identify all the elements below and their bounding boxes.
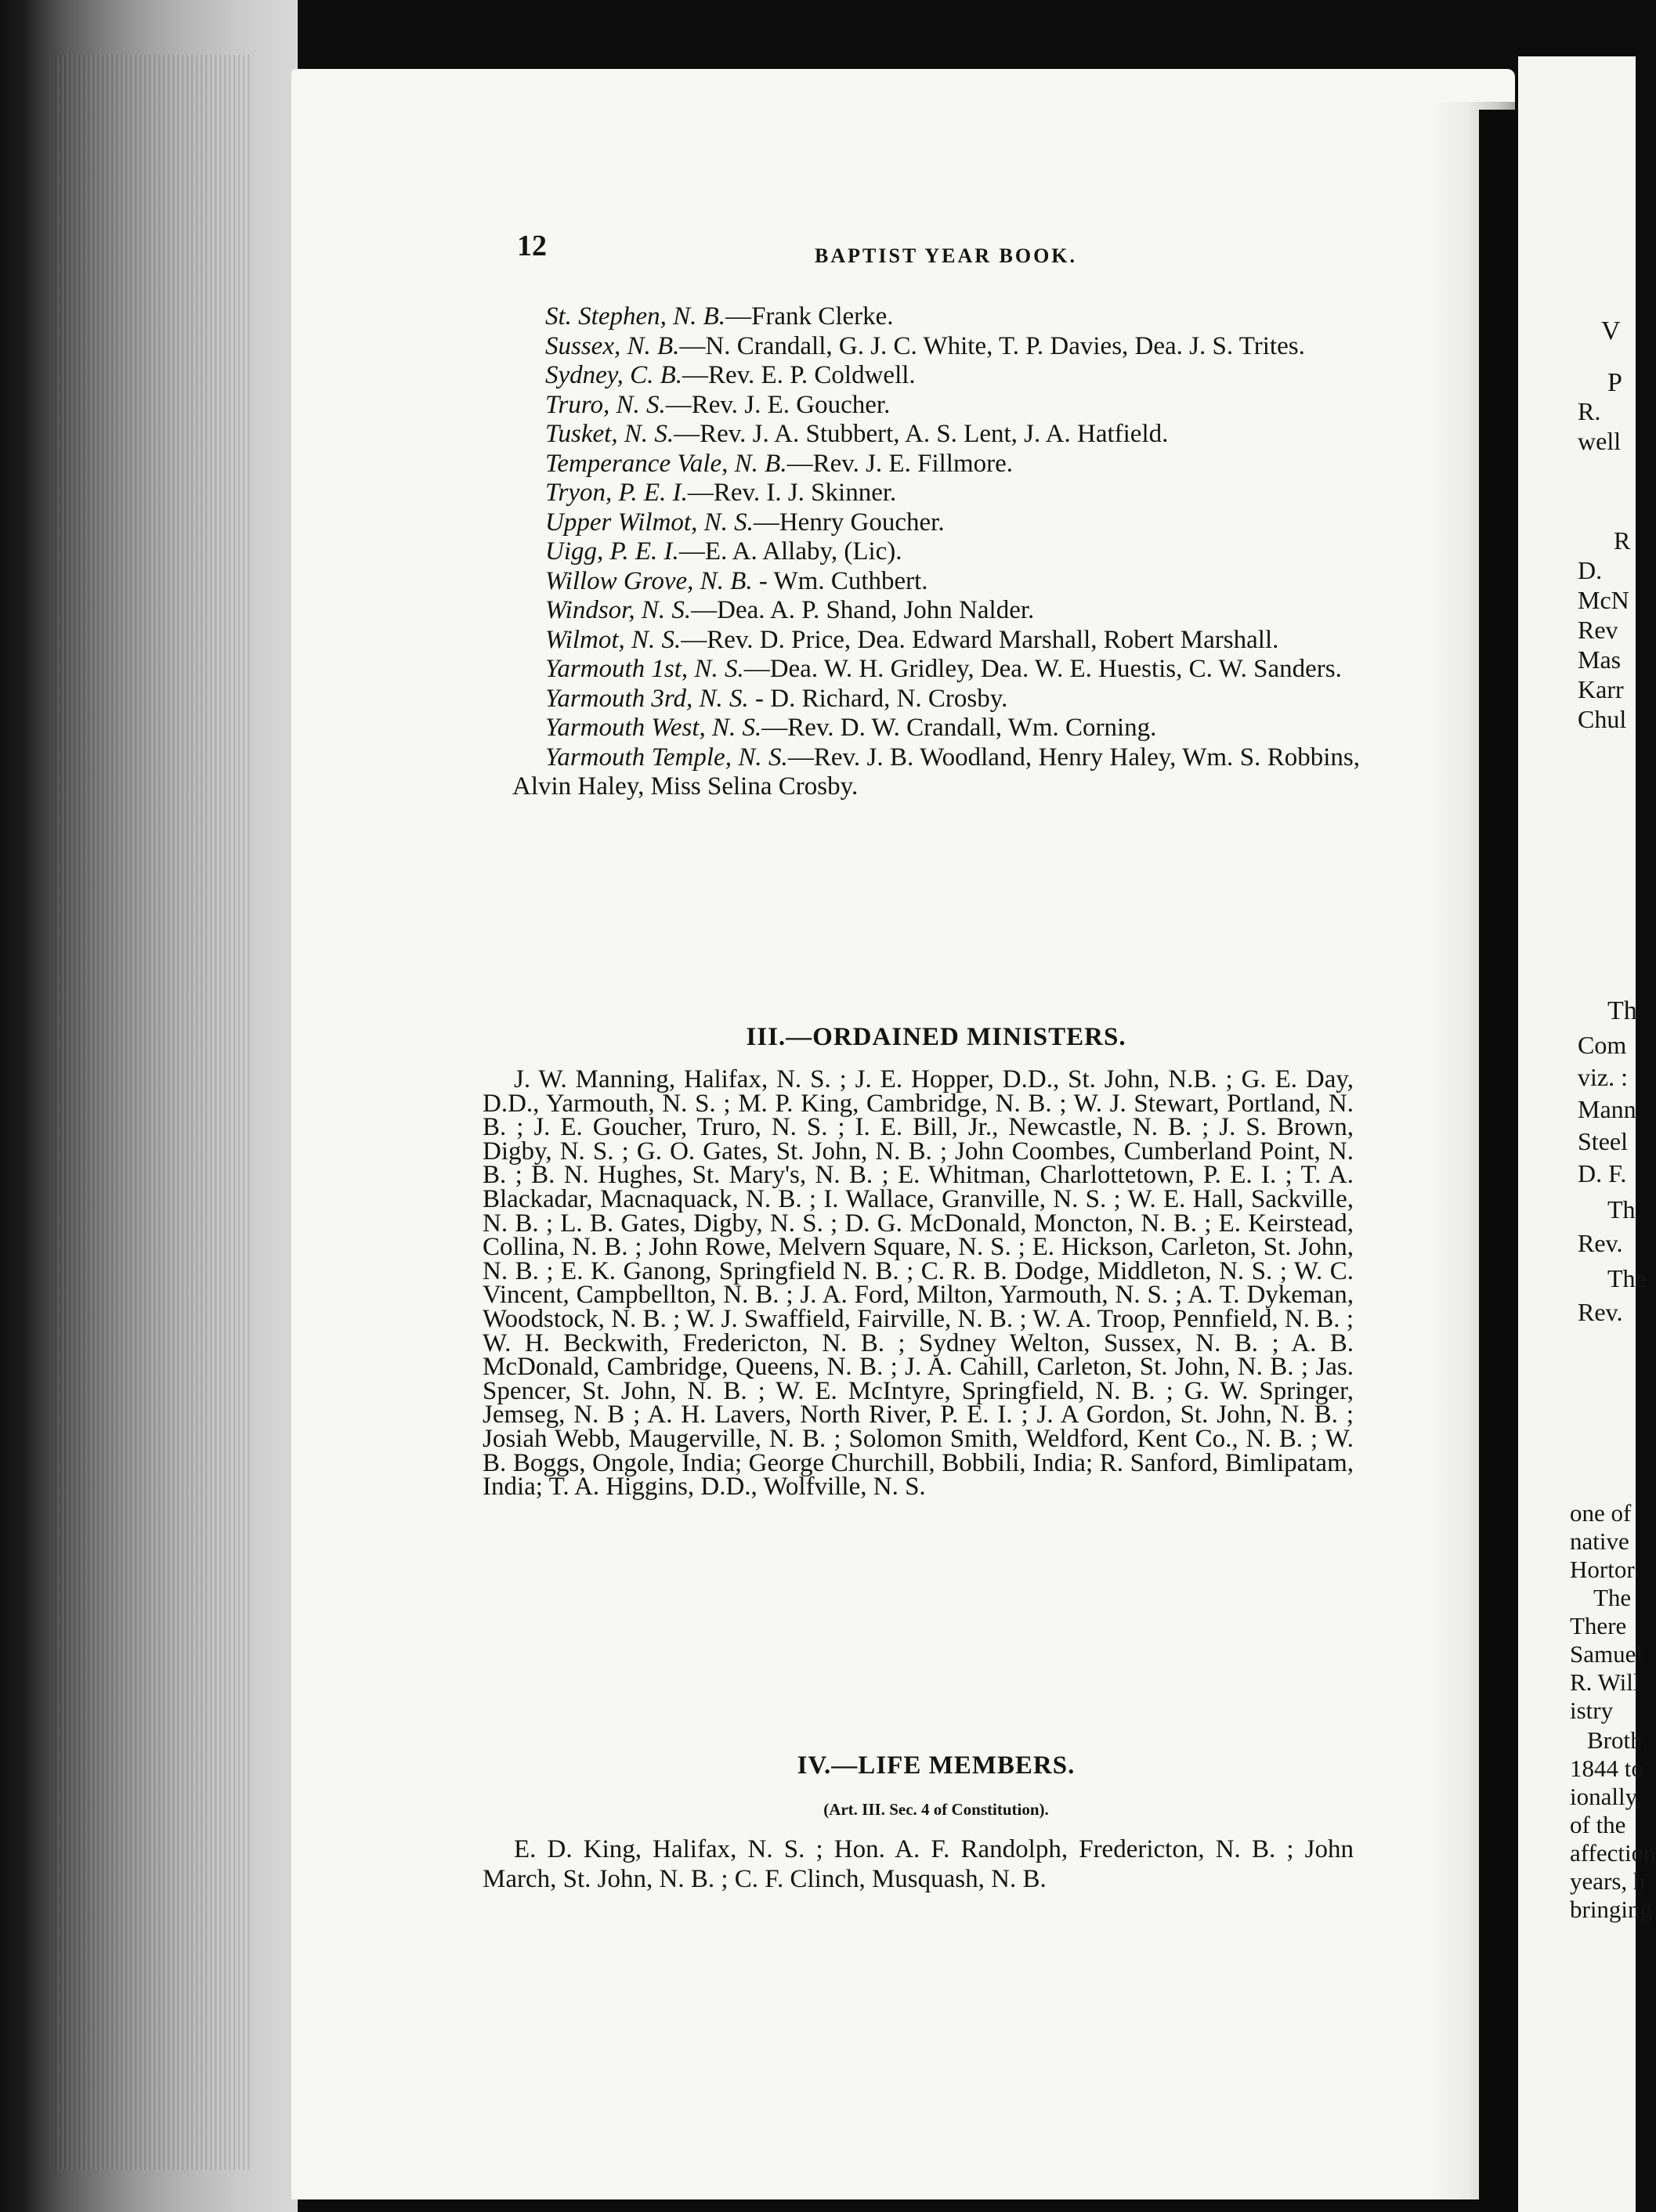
facing-page-fragment: Th [1607, 996, 1637, 1025]
facing-page-fragment: Rev [1578, 616, 1618, 644]
delegate-entry [512, 420, 1360, 450]
delegate-place: Tusket, N. S. [545, 420, 674, 448]
delegate-place: Tryon, P. E. I. [545, 479, 688, 507]
facing-page-fragment: well [1578, 427, 1622, 455]
delegate-names: —Rev. J. B. Woodland, Henry Haley, Wm. S. Robbins, Alvin Haley, Miss Selina Crosby. [512, 743, 1360, 801]
delegate-place: Yarmouth 1st, N. S. [545, 655, 744, 683]
facing-page-fragment: P [1607, 368, 1622, 397]
delegate-names: - D. Richard, N. Crosby. [748, 684, 1008, 713]
delegate-names: —Rev. D. Price, Dea. Edward Marshall, Robert Marshall. [681, 625, 1279, 654]
delegate-entry [512, 537, 1360, 567]
delegate-place: Upper Wilmot, N. S. [545, 508, 754, 537]
delegate-entry [512, 685, 1360, 714]
delegate-names: —Henry Goucher. [753, 508, 945, 537]
facing-page-fragment: There [1570, 1612, 1627, 1639]
book-spine [1479, 110, 1518, 2212]
delegate-names: —E. A. Allaby, (Lic). [678, 537, 902, 566]
delegate-entry [512, 626, 1360, 656]
delegate-place: Windsor, N. S. [545, 596, 692, 624]
delegate-entry [512, 508, 1360, 538]
facing-page-fragment: bringing [1570, 1896, 1653, 1923]
life-members-list: E. D. King, Halifax, N. S. ; Hon. A. F. Randolph, Fredericton, N. B. ; John March, St. John, N. B. ; C. F. Clinch, Musquash, N. B. [483, 1835, 1354, 1893]
facing-page-fragment: Chul [1578, 705, 1627, 733]
facing-page-fragment: of the [1570, 1811, 1626, 1838]
delegate-entry [512, 302, 1360, 332]
delegate-place: Sussex, N. B. [545, 331, 680, 360]
section-heading-life-members: IV.—LIFE MEMBERS. [797, 1751, 1076, 1780]
facing-page-fragment: affection [1570, 1839, 1656, 1867]
facing-page-fragment: 1844 to [1570, 1755, 1643, 1782]
facing-page-fragment: Mas [1578, 645, 1622, 674]
facing-page-fragment: Mann [1578, 1095, 1636, 1123]
facing-page-fragment: years, h [1570, 1867, 1646, 1895]
delegate-entry [512, 361, 1360, 391]
delegate-names: —Rev. J. A. Stubbert, A. S. Lent, J. A. Hatfield. [674, 420, 1169, 448]
delegate-names: —N. Crandall, G. J. C. White, T. P. Davies, Dea. J. S. Trites. [679, 331, 1305, 360]
delegate-list [512, 302, 1360, 802]
delegate-place: Sydney, C. B. [545, 361, 683, 389]
book-page-edges [0, 0, 298, 2212]
facing-page-fragment: Th [1607, 1195, 1636, 1223]
facing-page-fragment: V [1601, 316, 1621, 345]
facing-page-fragment: McN [1578, 586, 1629, 614]
ordained-ministers-list: J. W. Manning, Halifax, N. S. ; J. E. Hopper, D.D., St. John, N.B. ; G. E. Day, D.D., Yarmouth, N. S. ; M. P. King, Cambridge, N. B. ; W. J. Stewart, Portland, N. B. ; J. E. Goucher, Truro, N. S. ; I. E. Bill, Jr., Newcastle, N. B. ; J. S. Brown, Digby, N. S. ; G. O. Gates, St. John, N. B. ; John Coombes, Cumberland Point, N. B. ; B. N. Hughes, St. Mary's, N. B. ; E. Whitman, Charlottetown, P. E. I. ; T. A. Blackadar, Macnaquack, N. B. ; I. Wallace, Granville, N. S. ; W. E. Hall, Sackville, N. B. ; L. B. Gates, Digby, N. S. ; D. G. McDonald, Moncton, N. B. ; E. Keirstead, Collina, N. B. ; John Rowe, Melvern Square, N. S. ; E. Hickson, Carleton, St. John, N. B. ; E. K. Ganong, Springfield N. B. ; C. R. B. Dodge, Middleton, N. S. ; W. C. Vincent, Campbellton, N. B. ; J. A. Ford, Milton, Yarmouth, N. S. ; A. T. Dykeman, Woodstock, N. B. ; W. J. Swaffield, Fairville, N. B. ; W. A. Troop, Pennfield, N. B. ; W. H. Beckwith, Fredericton, N. B. ; Sydney Welton, Sussex, N. B. ; A. B. McDonald, Cambridge, Queens, N. B. ; J. A. Cahill, Carleton, St. John, N. B. ; Jas. Spencer, St. John, N. B. ; W. E. McIntyre, Springfield, N. B. ; G. W. Springer, Jemseg, N. B ; A. H. Lavers, North River, P. E. I. ; J. A Gordon, St. John, N. B. ; Josiah Webb, Maugerville, N. B. ; Solomon Smith, Weldford, Kent Co., N. B. ; W. B. Boggs, Ongole, India; George Churchill, Bobbili, India; R. Sanford, Bimlipatam, India; T. A. Higgins, D.D., Wolfville, N. S. [483, 1065, 1354, 1502]
delegate-place: Uigg, P. E. I. [545, 537, 679, 566]
facing-page-fragment: R. [1578, 397, 1601, 425]
delegate-entry [512, 596, 1360, 626]
delegate-names: —Frank Clerke. [725, 302, 894, 331]
facing-page-fragment: Karr [1578, 675, 1624, 703]
delegate-names: —Rev. J. E. Goucher. [665, 390, 891, 419]
running-head: BAPTIST YEAR BOOK. [815, 244, 1078, 267]
delegate-place: Temperance Vale, N. B. [545, 449, 787, 478]
delegate-names: —Rev. E. P. Coldwell. [682, 361, 916, 389]
delegate-names: - Wm. Cuthbert. [752, 566, 928, 595]
facing-page-fragment: Broth [1587, 1726, 1643, 1754]
delegate-place: Yarmouth 3rd, N. S. [545, 684, 749, 713]
facing-page-fragment: D. [1578, 556, 1603, 584]
delegate-entry [512, 479, 1360, 508]
delegate-place: St. Stephen, N. B. [545, 302, 726, 331]
delegate-entry [512, 567, 1360, 597]
facing-page-fragment: ionally, [1570, 1783, 1642, 1810]
delegate-place: Yarmouth West, N. S. [545, 714, 762, 742]
delegate-entry [512, 332, 1360, 362]
delegate-entry [512, 655, 1360, 685]
delegate-names: —Rev. J. E. Fillmore. [786, 449, 1014, 478]
facing-page-fragment: viz. : [1578, 1063, 1628, 1091]
delegate-entry [512, 743, 1360, 802]
facing-page-fragment: native [1570, 1527, 1629, 1555]
facing-page-fragment: Samuel [1570, 1640, 1643, 1668]
facing-page-fragment: Rev. [1578, 1298, 1623, 1326]
facing-page-fragment: Rev. [1578, 1229, 1623, 1257]
facing-page-fragment: D. F. [1578, 1159, 1627, 1187]
facing-page-fragment: The [1607, 1264, 1647, 1292]
facing-page-fragment: Steel [1578, 1127, 1628, 1155]
constitution-note: (Art. III. Sec. 4 of Constitution). [823, 1800, 1049, 1819]
delegate-entry [512, 714, 1360, 743]
delegate-names: —Dea. W. H. Gridley, Dea. W. E. Huestis, C. W. Sanders. [743, 655, 1342, 683]
delegate-place: Yarmouth Temple, N. S. [545, 743, 788, 772]
page-edge-stripes [55, 55, 251, 2170]
page-number: 12 [517, 230, 547, 262]
facing-page-fragment: R [1614, 526, 1631, 555]
delegate-place: Willow Grove, N. B. [545, 566, 753, 595]
facing-page-fragment: R. Will [1570, 1668, 1640, 1696]
delegate-names: —Rev. I. J. Skinner. [687, 479, 897, 507]
facing-page-fragment: The [1593, 1584, 1632, 1611]
section-heading-ordained-ministers: III.—ORDAINED MINISTERS. [746, 1023, 1126, 1051]
delegate-names: —Rev. D. W. Crandall, Wm. Corning. [761, 714, 1157, 742]
facing-page-fragment: Com [1578, 1031, 1627, 1059]
delegate-entry [512, 450, 1360, 479]
facing-page-fragment: istry [1570, 1697, 1614, 1724]
delegate-entry [512, 391, 1360, 421]
facing-page-fragment: one of [1570, 1499, 1632, 1527]
facing-page-fragment: Hortor [1570, 1556, 1635, 1583]
delegate-names: —Dea. A. P. Shand, John Nalder. [691, 596, 1035, 624]
delegate-place: Wilmot, N. S. [545, 625, 682, 654]
delegate-place: Truro, N. S. [545, 390, 666, 419]
